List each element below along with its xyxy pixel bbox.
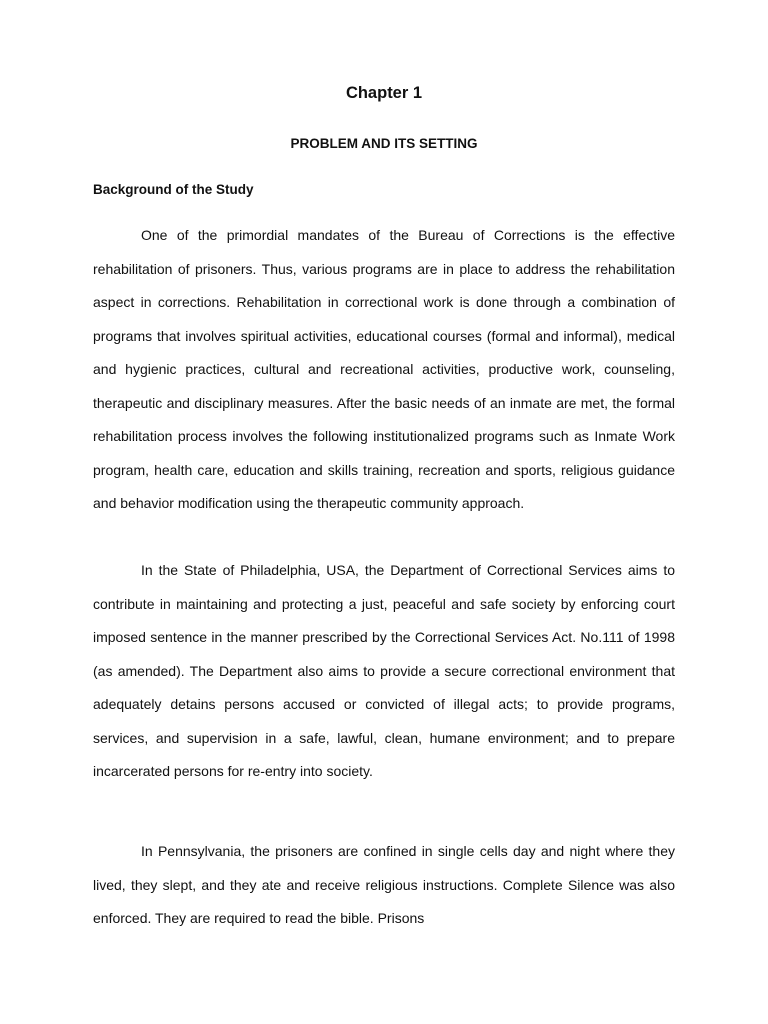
chapter-title: Chapter 1 [345, 84, 423, 102]
paragraph-2: In the State of Philadelphia, USA, the Department of Correctional Services aims to contribute in maintaining and protecting a just, peaceful and safe society by enforcing court imposed sentence in the manner prescribed by the Correctional Services Act. No.111 of 1998 (as amended). The Department also aims to provide a secure correctional environment that adequately detains persons accused or convicted of illegal acts; to provide programs, services, and supervision in a safe, lawful, clean, humane environment; and to prepare incarcerated persons for re-entry into society. [93, 562, 675, 779]
paragraph-3: In Pennsylvania, the prisoners are confined in single cells day and night where they lived, they slept, and they ate and receive religious instructions. Complete Silence was also enforced. They are required to read the bible. Prisons [93, 843, 675, 926]
subsection-heading: Background of the Study [93, 182, 254, 197]
paragraph-1: One of the primordial mandates of the Bureau of Corrections is the effective rehabilitation of prisoners. Thus, various programs are in place to address the rehabilitation aspect in corrections. Rehabilitation in correctional work is done through a combination of programs that involves spiritual activities, educational courses (formal and informal), medical and hygienic practices, cultural and recreational activities, productive work, counseling, therapeutic and disciplinary measures. After the basic needs of an inmate are met, the formal rehabilitation process involves the following institutionalized programs such as Inmate Work program, health care, education and skills training, recreation and sports, religious guidance and behavior modification using the therapeutic community approach. [93, 227, 675, 511]
section-heading: PROBLEM AND ITS SETTING [290, 136, 478, 151]
